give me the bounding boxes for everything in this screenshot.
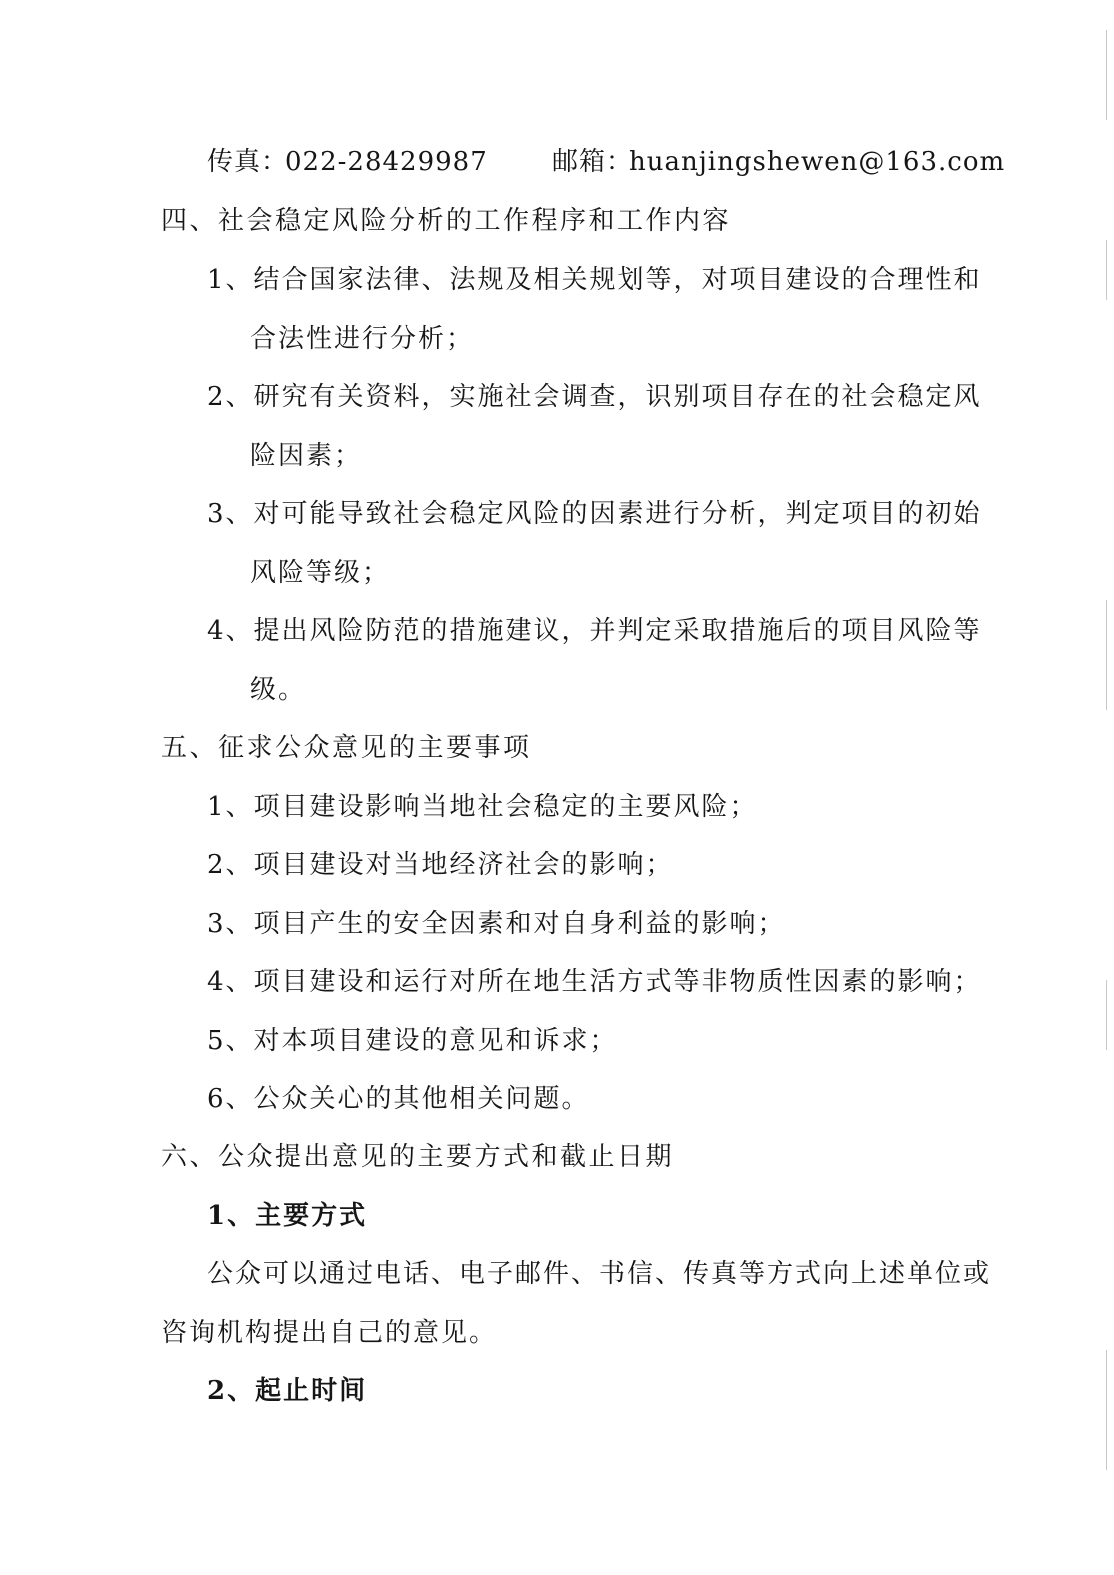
section-6-sub-2: 2、起止时间 (207, 1376, 368, 1406)
section-4-item-1-line-2: 合法性进行分析； (250, 324, 475, 354)
section-5-item-2: 2、项目建设对当地经济社会的影响； (207, 850, 674, 880)
section-4-item-3-line-2: 风险等级； (250, 558, 391, 588)
section-4-item-2-line-2: 险因素； (250, 441, 363, 471)
section-5-item-4: 4、项目建设和运行对所在地生活方式等非物质性因素的影响； (207, 967, 982, 997)
section-5-item-5: 5、对本项目建设的意见和诉求； (207, 1026, 618, 1056)
section-5-heading: 五、征求公众意见的主要事项 (161, 733, 532, 763)
section-6-paragraph-line-1: 公众可以通过电话、电子邮件、书信、传真等方式向上述单位或 (207, 1259, 992, 1289)
section-4-item-4-line-2: 级。 (250, 675, 307, 705)
section-5-item-3: 3、项目产生的安全因素和对自身利益的影响； (207, 909, 786, 939)
section-6-heading: 六、公众提出意见的主要方式和截止日期 (161, 1142, 675, 1172)
section-4-item-4-line-1: 4、提出风险防范的措施建议，并判定采取措施后的项目风险等 (207, 616, 982, 646)
fax-number: 022-28429987 (285, 147, 488, 177)
section-6-paragraph-line-2: 咨询机构提出自己的意见。 (161, 1318, 498, 1348)
section-5-item-1: 1、项目建设影响当地社会稳定的主要风险； (207, 792, 758, 822)
email-address: huanjingshewen@163.com (629, 147, 1006, 177)
section-4-item-1-line-1: 1、结合国家法律、法规及相关规划等，对项目建设的合理性和 (207, 265, 982, 295)
email-label: 邮箱： (552, 147, 634, 177)
section-5-item-6: 6、公众关心的其他相关问题。 (207, 1084, 590, 1114)
section-4-heading: 四、社会稳定风险分析的工作程序和工作内容 (161, 206, 732, 236)
section-4-item-3-line-1: 3、对可能导致社会稳定风险的因素进行分析，判定项目的初始 (207, 499, 982, 529)
fax-label: 传真： (207, 147, 289, 177)
scan-edge-mark (1104, 0, 1114, 1575)
contact-line (207, 144, 1006, 180)
section-4-item-2-line-1: 2、研究有关资料，实施社会调查，识别项目存在的社会稳定风 (207, 382, 982, 412)
section-6-sub-1: 1、主要方式 (207, 1201, 368, 1231)
